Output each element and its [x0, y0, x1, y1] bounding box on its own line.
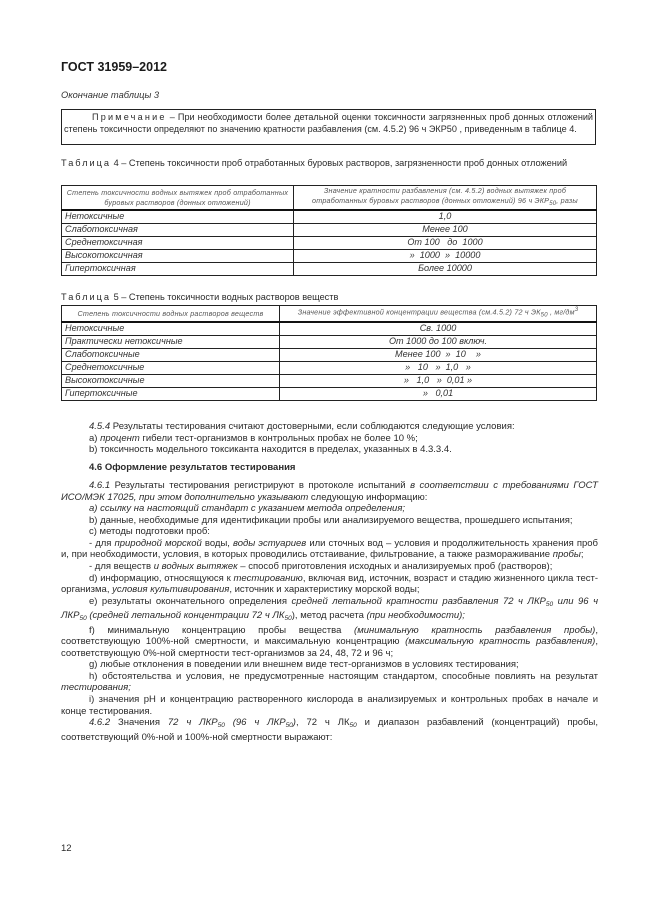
document-id-header: ГОСТ 31959–2012 [61, 60, 167, 74]
italic-text: тестирования; [61, 682, 131, 694]
italic-text: тестированию [233, 572, 303, 584]
paragraph-text: Результаты тестирования регистрируют в протоколе испытаний [110, 480, 411, 492]
text: , 72 ч ЛК [295, 717, 350, 729]
italic-text: процент [100, 432, 140, 444]
table-continuation-label: Окончание таблицы 3 [61, 90, 160, 100]
paragraph-4-6-1 [61, 480, 598, 503]
table-row [62, 348, 597, 361]
text: , источник и характеристику морской воды; [229, 584, 420, 596]
list-item-b: b) данные, необходимые для идентификации пробы или анализируемого вещества, прошедшего испытания; [89, 514, 573, 526]
table5-cell: Практически нетоксичные [62, 335, 280, 348]
table5-cell: Менее 100 » 10 » [280, 348, 597, 361]
list-item-a [61, 433, 598, 445]
italic-text: средней летальной кратности разбавления 72 ч ЛКР [291, 595, 546, 607]
subscript: 50 [284, 615, 292, 623]
table4-cell: Среднетоксичная [62, 237, 294, 250]
list-item-c-sub2 [61, 561, 598, 573]
paragraph-4-6-2 [61, 717, 598, 743]
table5-header-col2: Значение эффективной концентрации вещества (см.4.5.2) 72 ч $ЭК_{50}$ , $мг/дм^3$ [280, 306, 597, 322]
list-item-d [61, 573, 598, 596]
list-item-i: i) значения рН и концентрацию растворенного кислорода в анализируемых и контрольных пробах в начале и конце тестирования. [61, 694, 598, 717]
paragraph-4-5-4 [61, 421, 598, 433]
table5-cell: Высокотоксичные [62, 374, 280, 387]
note-label: Примечание [92, 112, 167, 122]
table-row [62, 224, 597, 237]
table5-cell: Гипертоксичные [62, 387, 280, 400]
list-item-b: b) токсичность модельного токсиканта находится в пределах, указанных в 4.3.3.4. [89, 444, 452, 456]
text: h) обстоятельства и условия, не предусмотренные настоящим стандартом, способные повлиять на результат [89, 670, 598, 682]
table-row [62, 250, 597, 263]
text: - для веществ [89, 561, 154, 573]
italic-text: пробы [552, 549, 581, 561]
italic-text: (максимальную кратность разбавления) [405, 636, 596, 648]
table5-cell: » 0,01 [280, 387, 597, 400]
list-item-g: g) любые отклонения в поведении или внешнем виде тест-организмов в условиях тестирования; [89, 659, 519, 671]
table5-caption [61, 291, 601, 303]
table-row [62, 237, 597, 250]
table5 [61, 305, 597, 401]
text: е) результаты окончательного определения [89, 595, 292, 607]
clause-number: 4.6.2 [89, 717, 111, 729]
list-item-h [61, 671, 598, 694]
subscript: 50 [285, 722, 293, 730]
list-item-e [61, 596, 598, 625]
text: , соответствующую 100%-ной смертности, и максимальную концентрацию [61, 624, 598, 648]
italic-text: (средней летальной концентрации 72 ч ЛК [86, 610, 285, 622]
text: Значения [110, 717, 168, 729]
italic-text: природной морской [114, 537, 202, 549]
text: f) минимальную концентрацию пробы вещества [89, 624, 355, 636]
table4-cell: Слаботоксичная [62, 224, 294, 237]
section-heading-4-6: 4.6 Оформление результатов тестирования [89, 461, 296, 473]
subscript: 50 [79, 615, 87, 623]
table4-cell: 1,0 [294, 210, 597, 224]
table5-caption-text: – Степень токсичности водных растворов веществ [118, 292, 339, 302]
table5-header-row [62, 306, 597, 322]
table4-caption-label: Таблица [61, 158, 112, 168]
table4-caption-text: – Степень токсичности проб отработанных буровых растворов, загрязненности проб донных отложений [118, 158, 568, 168]
list-item-a: а) ссылку на настоящий стандарт с указанием метода определения; [89, 503, 406, 515]
note-box [61, 109, 596, 145]
page-number: 12 [61, 843, 72, 854]
italic-text: в соответствии с требованиями ГОСТ ИСО/МЭК 17025, при этом дополнительно указывают [61, 480, 598, 503]
table4-cell: От 100 до 1000 [294, 237, 597, 250]
table5-cell: Среднетоксичные [62, 361, 280, 374]
table4-caption-number: 4 [113, 158, 119, 168]
table5-cell: » 1,0 » 0,01 » [280, 374, 597, 387]
table4-cell: Нетоксичные [62, 210, 294, 224]
table5-caption-label: Таблица [61, 292, 112, 302]
italic-text: условия культивирования [112, 584, 230, 596]
text: воды, [201, 537, 233, 549]
body-text [61, 421, 598, 743]
table4-cell: Гипертоксичная [62, 263, 294, 276]
subscript: 50 [545, 600, 554, 608]
italic-text: (минимальную кратность разбавления пробы) [354, 624, 596, 636]
table-row [62, 361, 597, 374]
text: d) информацию, относящуюся к [89, 572, 234, 584]
italic-text: ) [292, 717, 296, 729]
text: ), метод расчета [291, 610, 367, 622]
clause-number: 4.5.4 [89, 421, 111, 432]
table5-cell: » 10 » 1,0 » [280, 361, 597, 374]
table4-header-col2: Значение кратности разбавления (см. 4.5.2) водных вытяжек проб отработанных буровых растворов (донных отложений) 96 ч $ЭКР_{50}$, разы [294, 186, 597, 211]
table5-cell: Св. 1000 [280, 322, 597, 336]
table-row [62, 210, 597, 224]
table5-cell: От 1000 до 100 включ. [280, 335, 597, 348]
table4-cell: Более 10000 [294, 263, 597, 276]
subscript: 50 [349, 722, 357, 730]
table4-header-col1: Степень токсичности водных вытяжек проб отработанных буровых растворов (донных отложений) [62, 186, 294, 211]
table-row [62, 374, 597, 387]
table4-caption [61, 157, 601, 169]
table4-cell: Менее 100 [294, 224, 597, 237]
item-text: гибели тест-организмов в контрольных пробах не более 10 %; [139, 432, 418, 444]
text: или сточных вод – условия и продолжительность хранения проб и, при необходимости, условия, в которых проводились отстаивание, фильтрование, а также размораживание [61, 537, 598, 561]
table-row [62, 263, 597, 276]
text: и диапазон разбавлений (концентраций) пробы, соответствующий 0%-ной и 100%-ной смертности выражают: [61, 717, 599, 743]
list-item-c: с) методы подготовки проб: [89, 526, 210, 538]
table4-cell: » 1000 » 10000 [294, 250, 597, 263]
italic-text: (96 ч ЛКР [224, 717, 286, 729]
italic-text: (при необходимости); [366, 610, 465, 622]
list-item-f [61, 625, 598, 660]
table4-header-row [62, 186, 597, 211]
table4 [61, 185, 597, 276]
table5-cell: Нетоксичные [62, 322, 280, 336]
table-row [62, 387, 597, 400]
table4-cell: Высокотоксичная [62, 250, 294, 263]
text: - для [89, 537, 115, 549]
item-prefix: а) [89, 432, 101, 444]
text: – способ приготовления исходных и анализируемых проб (растворов); [237, 561, 553, 573]
text: , включая вид, источник, возраст и стадию жизненного цикла тест-организма, [61, 572, 598, 596]
table5-cell: Слаботоксичные [62, 348, 280, 361]
italic-text: или 96 ч ЛКР [61, 595, 599, 622]
paragraph-text: следующую информацию: [308, 491, 428, 503]
table5-caption-number: 5 [113, 292, 119, 302]
text: ; [580, 549, 584, 561]
note-text: – При необходимости более детальной оценки токсичности загрязненных проб донных отложений степень токсичности определяют по значению кратности разбавления (см. 4.5.2) 96 ч ЭКР50 , приведенным в таблице 4. [64, 112, 593, 134]
paragraph-text: Результаты тестирования считают достоверными, если соблюдаются следующие условия: [110, 421, 515, 432]
table-row [62, 322, 597, 336]
text: , соответствующую 0%-ной смертности тест-организмов за 24, 48, 72 и 96 ч; [61, 636, 598, 659]
table5-header-col1: Степень токсичности водных растворов веществ [62, 306, 280, 322]
italic-text: 72 ч ЛКР [167, 717, 218, 729]
clause-number: 4.6.1 [89, 480, 111, 492]
list-item-c-sub1 [61, 538, 598, 561]
table-row [62, 335, 597, 348]
subscript: 50 [217, 722, 225, 730]
italic-text: и водных вытяжек [153, 561, 238, 573]
italic-text: воды эстуариев [232, 537, 307, 549]
